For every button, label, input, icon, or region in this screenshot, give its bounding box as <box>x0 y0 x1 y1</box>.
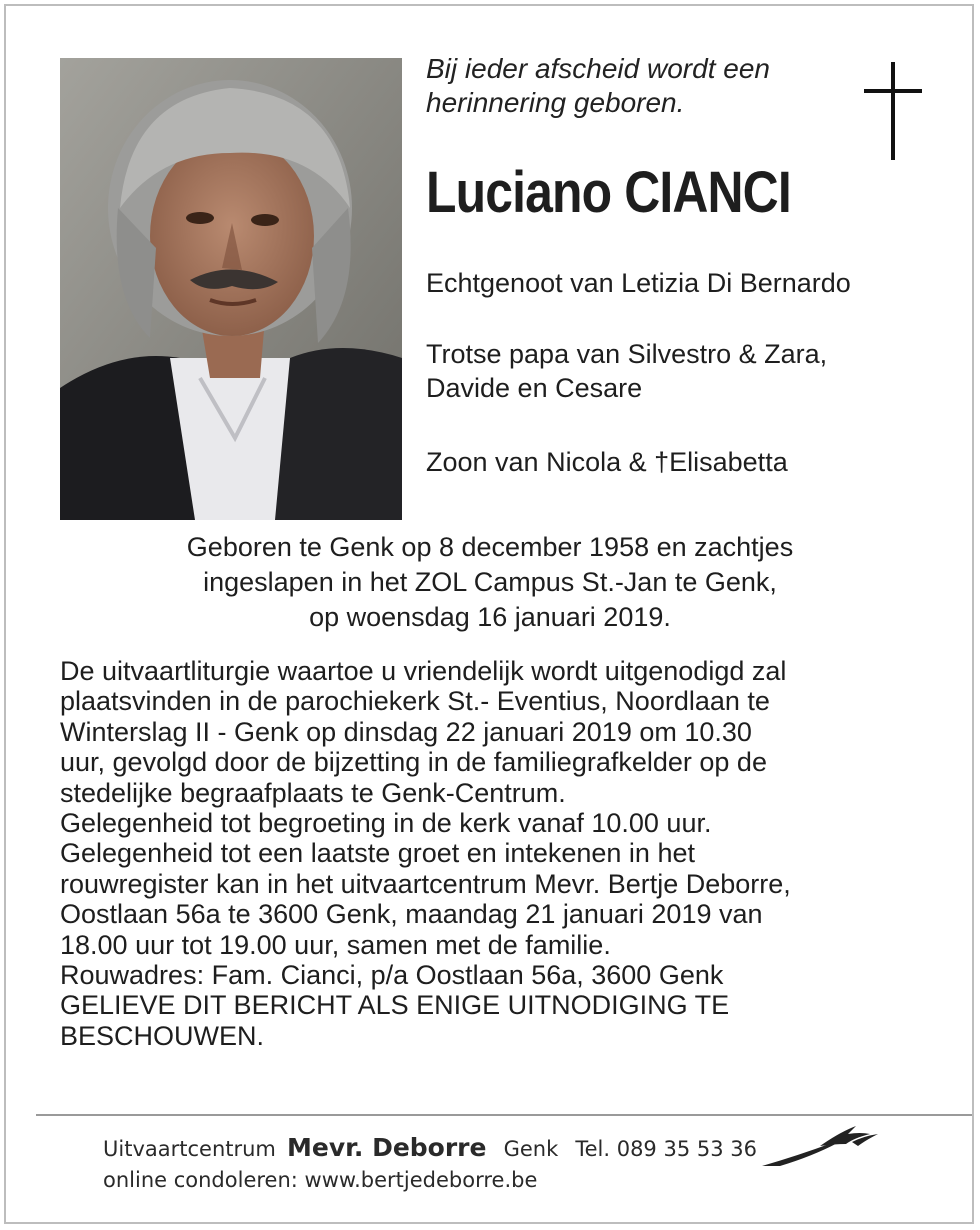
funeral-home-brand: Mevr. Deborre <box>286 1133 487 1162</box>
parents-text: Zoon van Nicola & †Elisabetta <box>426 447 788 477</box>
flying-birds-logo-icon <box>760 1122 886 1170</box>
motto-quote <box>426 52 846 120</box>
birth-death-paragraph <box>60 530 920 635</box>
funeral-details <box>60 656 930 1051</box>
latin-cross-icon <box>862 62 924 160</box>
details-line: Gelegenheid tot een laatste groet en intekenen in het <box>60 838 695 869</box>
birth-line: ingeslapen in het ZOL Campus St.-Jan te Genk, <box>203 567 777 597</box>
funeral-home-prefix: Uitvaartcentrum <box>103 1137 276 1161</box>
motto-line: Bij ieder afscheid wordt een <box>426 53 770 84</box>
details-line: rouwregister kan in het uitvaartcentrum Mevr. Bertje Deborre, <box>60 868 791 899</box>
details-line: stedelijke begraafplaats te Genk-Centrum. <box>60 777 566 808</box>
details-line: Winterslag II - Genk op dinsdag 22 januari 2019 om 10.30 <box>60 716 752 747</box>
details-line: De uitvaartliturgie waartoe u vriendelijk wordt uitgenodigd zal <box>60 656 787 686</box>
children-line: Trotse papa van Silvestro & Zara, <box>426 339 828 369</box>
funeral-home-phone: Tel. 089 35 53 36 <box>575 1137 757 1161</box>
details-line: GELIEVE DIT BERICHT ALS ENIGE UITNODIGING TE <box>60 990 730 1021</box>
parents-line <box>426 445 946 479</box>
funeral-home-city: Genk <box>503 1137 559 1161</box>
details-line: Rouwadres: Fam. Cianci, p/a Oostlaan 56a, 3600 Genk <box>60 960 724 991</box>
funeral-home-line <box>103 1133 757 1162</box>
birth-line: Geboren te Genk op 8 december 1958 en zachtjes <box>186 532 794 562</box>
details-line: Oostlaan 56a te 3600 Genk, maandag 21 januari 2019 van <box>60 899 763 930</box>
motto-line: herinnering geboren. <box>426 87 685 118</box>
deceased-name: Luciano CIANCI <box>426 160 791 225</box>
details-line: BESCHOUWEN. <box>60 1020 265 1051</box>
footer-separator <box>36 1114 972 1116</box>
children-block <box>426 337 946 405</box>
spouse-text: Echtgenoot van Letizia Di Bernardo <box>426 268 851 298</box>
online-condolence-line: online condoleren: www.bertjedeborre.be <box>103 1168 538 1192</box>
children-line: Davide en Cesare <box>426 373 643 403</box>
details-line: uur, gevolgd door de bijzetting in de familiegrafkelder op de <box>60 747 767 778</box>
spouse-line <box>426 266 946 300</box>
portrait-photo <box>60 58 402 520</box>
details-line: plaatsvinden in de parochiekerk St.- Eventius, Noordlaan te <box>60 686 770 717</box>
details-line: Gelegenheid tot begroeting in de kerk vanaf 10.00 uur. <box>60 808 712 839</box>
details-line: 18.00 uur tot 19.00 uur, samen met de familie. <box>60 929 611 960</box>
birth-line: op woensdag 16 januari 2019. <box>309 602 671 632</box>
